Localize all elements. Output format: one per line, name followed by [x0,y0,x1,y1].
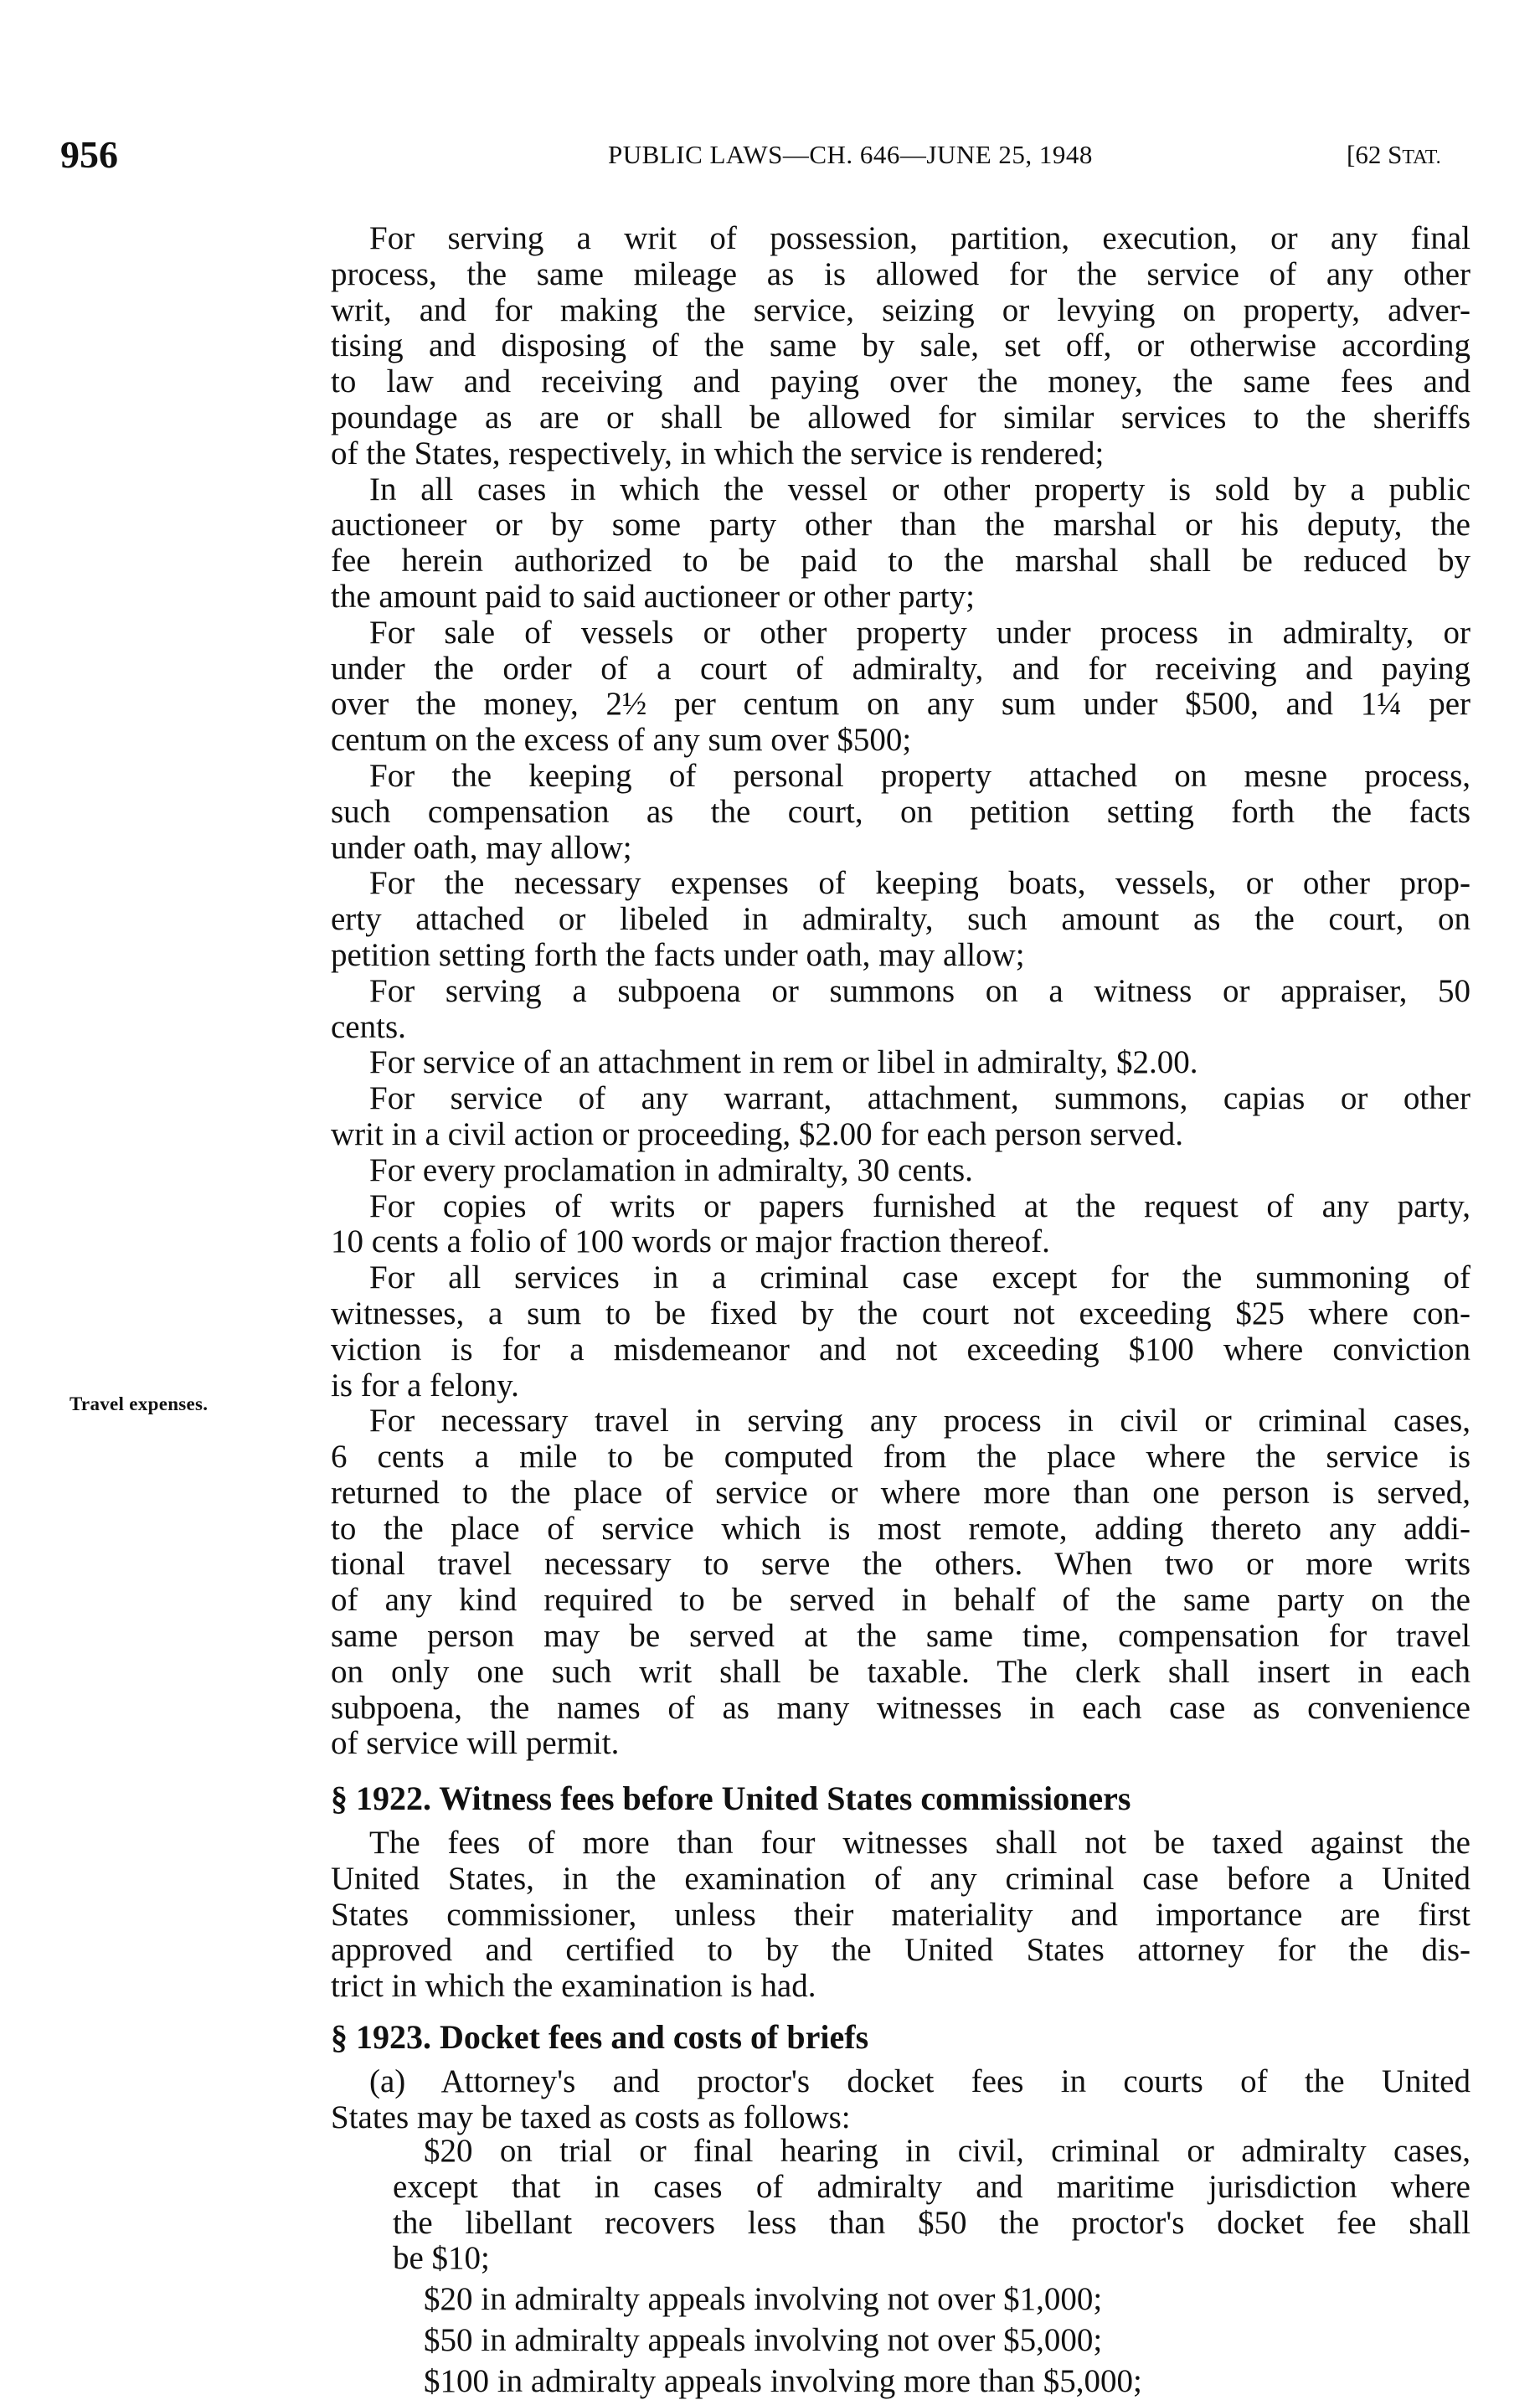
text-line: auctioneer or by some party other than the marshal or his deputy, the [331,507,1470,543]
stat-suffix: TAT. [1402,147,1441,168]
text-line: under oath, may allow; [331,829,632,866]
text-line: $100 in admiralty appeals involving more than $5,000; [424,2362,1142,2399]
text-line: cents. [331,1008,406,1045]
statute-reference [1347,134,1441,176]
text-line: For service of an attachment in rem or libel in admiralty, $2.00. [369,1044,1198,1081]
list-item [331,2282,1470,2318]
paragraph [331,1826,1470,2005]
page-number: 956 [60,133,118,176]
section-heading-1923: § 1923. Docket fees and costs of briefs [331,2018,869,2056]
text-line: of the States, respectively, in which the service is rendered; [331,435,1105,471]
text-line: over the money, 2½ per centum on any sum under $500, and 1¼ per [331,686,1470,723]
text-line: witnesses, a sum to be fixed by the court not exceeding $25 where con- [331,1295,1470,1331]
paragraph [331,866,1470,973]
running-title: PUBLIC LAWS—CH. 646—JUNE 25, 1948 [608,140,1093,169]
text-line: $20 on trial or final hearing in civil, criminal or admiralty cases, [424,2133,1470,2169]
text-line: For every proclamation in admiralty, 30 cents. [369,1151,973,1188]
docket-fee-list [331,2134,1470,2400]
paragraph [331,1081,1470,1153]
text-line: centum on the excess of any sum over $500; [331,722,912,759]
paragraph [331,759,1470,866]
text-block-section-1923 [331,2064,1470,2136]
text-line: $20 in admiralty appeals involving not over $1,000; [424,2281,1103,2318]
text-line: tising and disposing of the same by sale, set off, or otherwise according [331,327,1470,364]
text-line: under the order of a court of admiralty, and for receiving and paying [331,650,1470,687]
text-line: viction is for a misdemeanor and not exceeding $100 where conviction [331,1331,1470,1367]
text-line: United States, in the examination of any criminal case before a United [331,1860,1470,1897]
paragraph [331,221,1470,472]
text-line: except that in cases of admiralty and maritime jurisdiction where [393,2168,1470,2205]
paragraph [331,1153,1470,1189]
text-line: poundage as are or shall be allowed for similar services to the sheriffs [331,399,1470,435]
text-line: For serving a writ of possession, partition, execution, or any final [369,220,1470,256]
list-item [331,2323,1470,2359]
text-line: trict in which the examination is had. [331,1968,816,2005]
text-block-section-1922 [331,1826,1470,2005]
text-line: returned to the place of service or where more than one person is served, [331,1474,1470,1511]
text-line: The fees of more than four witnesses shall not be taxed against the [369,1825,1470,1861]
text-line: tional travel necessary to serve the others. When two or more writs [331,1546,1470,1583]
text-line: same person may be served at the same time, compensation for travel [331,1618,1470,1655]
text-line: the amount paid to said auctioneer or other party; [331,578,975,615]
text-line: States may be taxed as costs as follows: [331,2099,851,2135]
text-line: be $10; [393,2240,490,2277]
text-block-marshal-fees [331,221,1470,1762]
paragraph [331,1045,1470,1081]
text-line: is for a felony. [331,1367,519,1403]
text-line: erty attached or libeled in admiralty, such amount as the court, on [331,901,1470,938]
text-line: of any kind required to be served in behalf of the same party on the [331,1582,1470,1619]
list-item [331,2364,1470,2400]
text-line: States commissioner, unless their materiality and importance are first [331,1896,1470,1933]
paragraph [331,2064,1470,2136]
paragraph [331,472,1470,615]
margin-note-travel-expenses: Travel expenses. [70,1393,209,1414]
text-line: petition setting forth the facts under oath, may allow; [331,936,1025,973]
text-line: (a) Attorney's and proctor's docket fees in courts of the United [369,2063,1470,2099]
paragraph [331,615,1470,759]
text-line: For copies of writs or papers furnished at the request of any party, [369,1187,1470,1224]
text-line: to the place of service which is most remote, adding thereto any addi- [331,1510,1470,1547]
text-line: $50 in admiralty appeals involving not over $5,000; [424,2321,1103,2358]
text-line: 10 cents a folio of 100 words or major fraction thereof. [331,1223,1050,1260]
text-line: 6 cents a mile to be computed from the place where the service is [331,1439,1470,1476]
paragraph [331,1260,1470,1403]
text-line: on only one such writ shall be taxable. The clerk shall insert in each [331,1653,1470,1690]
text-line: For all services in a criminal case except for the summoning of [369,1259,1470,1296]
text-line: For sale of vessels or other property under process in admiralty, or [369,614,1470,651]
text-line: For the necessary expenses of keeping boats, vessels, or other prop- [369,865,1470,902]
paragraph [331,1189,1470,1261]
text-line: the libellant recovers less than $50 the proctor's docket fee shall [393,2204,1470,2241]
text-line: to law and receiving and paying over the money, the same fees and [331,363,1470,400]
text-line: of service will permit. [331,1725,620,1762]
text-line: writ, and for making the service, seizing or levying on property, adver- [331,291,1470,328]
paragraph [331,974,1470,1046]
text-line: fee herein authorized to be paid to the marshal shall be reduced by [331,543,1470,579]
text-line: approved and certified to by the United States attorney for the dis- [331,1932,1470,1969]
paragraph [331,1403,1470,1762]
section-heading-1922: § 1922. Witness fees before United States commissioners [331,1779,1131,1817]
text-line: writ in a civil action or proceeding, $2.00 for each person served. [331,1115,1183,1152]
text-line: For service of any warrant, attachment, summons, capias or other [369,1080,1470,1117]
text-line: In all cases in which the vessel or other property is sold by a public [369,471,1470,507]
text-line: For serving a subpoena or summons on a witness or appraiser, 50 [369,972,1470,1009]
text-line: For the keeping of personal property attached on mesne process, [369,757,1470,794]
text-line: process, the same mileage as is allowed for the service of any other [331,255,1470,292]
stat-prefix: [62 S [1347,140,1403,169]
list-item [331,2134,1470,2277]
text-line: For necessary travel in serving any process in civil or criminal cases, [369,1403,1470,1439]
text-line: such compensation as the court, on petition setting forth the facts [331,793,1470,830]
text-line: subpoena, the names of as many witnesses in each case as convenience [331,1689,1470,1726]
